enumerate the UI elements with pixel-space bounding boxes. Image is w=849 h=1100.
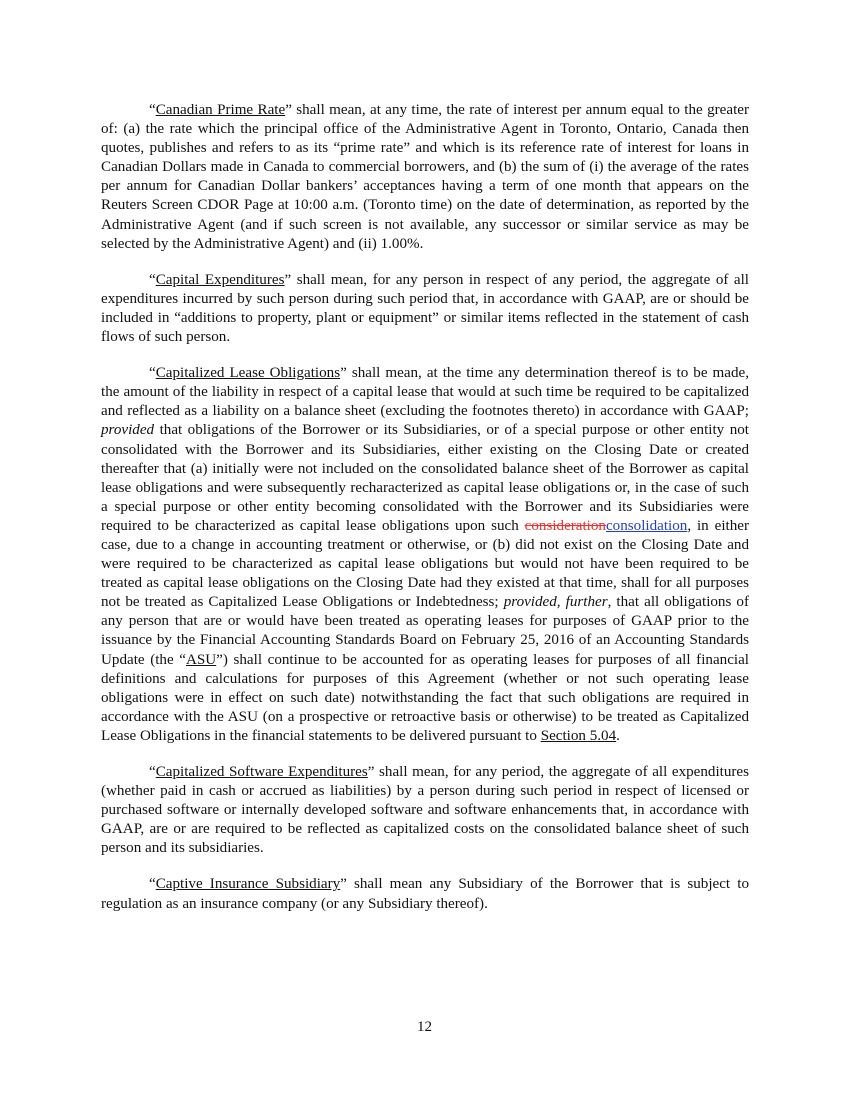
definition-capital-expenditures: “Capital Expenditures” shall mean, for any person in respect of any period, the aggregate of all expenditures incurred by such person during such period that, in accordance with GAAP, are or should be included in “additions to property, plant or equipment” or similar items reflected in the statement of cash flows of such person. [101,271,750,346]
definition-capitalized-software-expenditures: “Capitalized Software Expenditures” shall mean, for any period, the aggregate of all expenditures (whether paid in cash or accrued as liabilities) by a person during such period in respect of licensed or purchased software or internally developed software and software enhancements that, in accordance with GAAP, are or are required to be reflected as capitalized costs on the consolidated balance sheet of such person and its subsidiaries. [101,764,749,857]
defined-term: Capitalized Software Expenditures [155,764,368,780]
italic-proviso: provided [101,422,155,439]
inserted-revision-text: consolidation [605,517,688,534]
document-body [101,101,749,931]
definition-captive-insurance-subsidiary: “Captive Insurance Subsidiary” shall mean any Subsidiary of the Borrower that is subject to regulation as an insurance company (or any Subsidiary thereof). [101,876,749,912]
defined-term: Capital Expenditures [155,271,285,288]
deleted-revision-text: consideration [524,517,606,534]
defined-term: Capitalized Lease Obligations [155,365,341,382]
definition-canadian-prime-rate: “Canadian Prime Rate” shall mean, at any time, the rate of interest per annum equal to the greater of: (a) the rate which the principal office of the Administrative Agent in Toronto, Ontario, Canada then quotes, publishes and refers to as its “prime rate” and which is its reference rate of interest for loans in Canadian Dollars made in Canada to commercial borrowers, and (b) the sum of (i) the average of the rates per annum for Canadian Dollar bankers’ acceptances having a term of one month that appears on the Reuters Screen CDOR Page at 10:00 a.m. (Toronto time) on the date of determination, as reported by the Administrative Agent (and if such screen is not available, any successor or similar service as may be selected by the Administrative Agent) and (ii) 1.00%. [101,102,749,252]
defined-term: Captive Insurance Subsidiary [155,876,341,893]
page-number: 12 [416,1019,433,1035]
defined-term-asu: ASU [185,651,217,668]
definition-capitalized-lease-obligations: “Capitalized Lease Obligations” shall mean, at the time any determination thereof is to be made, the amount of the liability in respect of a capital lease that would at such time be required to be capitalized and reflected as a liability on a balance sheet (excluding the footnotes thereto) in accordance with GAAP; provided that obligations of the Borrower or its Subsidiaries, or of a special purpose or other entity not consolidated with the Borrower and its Subsidiaries, either existing on the Closing Date or created thereafter that (a) initially were not included on the consolidated balance sheet of the Borrower as capital lease obligations and were subsequently recharacterized as capital lease obligations or, in the case of such a special purpose or other entity becoming consolidated with the Borrower and its Subsidiaries were required to be characterized as capital lease obligations upon such considerationconsolidation, in either case, due to a change in accounting treatment or otherwise, or (b) did not exist on the Closing Date and were required to be characterized as capital lease obligations but would not have been required to be treated as capital lease obligations on the Closing Date had they existed at that time, shall for all purposes not be treated as Capitalized Lease Obligations or Indebtedness; provided, further, that all obligations of any person that are or would have been treated as operating leases for purposes of GAAP prior to the issuance by the Financial Accounting Standards Board on February 25, 2016 of an Accounting Standards Update (the “ASU”) shall continue to be accounted for as operating leases for purposes of all financial definitions and calculations for purposes of this Agreement (whether or not such operating lease obligations were in effect on such date) notwithstanding the fact that such obligations are required in accordance with the ASU (on a prospective or retroactive basis or otherwise) to be treated as Capitalized Lease Obligations in the financial statements to be delivered pursuant to Section 5.04. [101,365,750,744]
defined-term: Canadian Prime Rate [155,102,286,118]
italic-proviso-further: provided, further [503,594,608,611]
section-reference: Section 5.04 [540,727,617,744]
